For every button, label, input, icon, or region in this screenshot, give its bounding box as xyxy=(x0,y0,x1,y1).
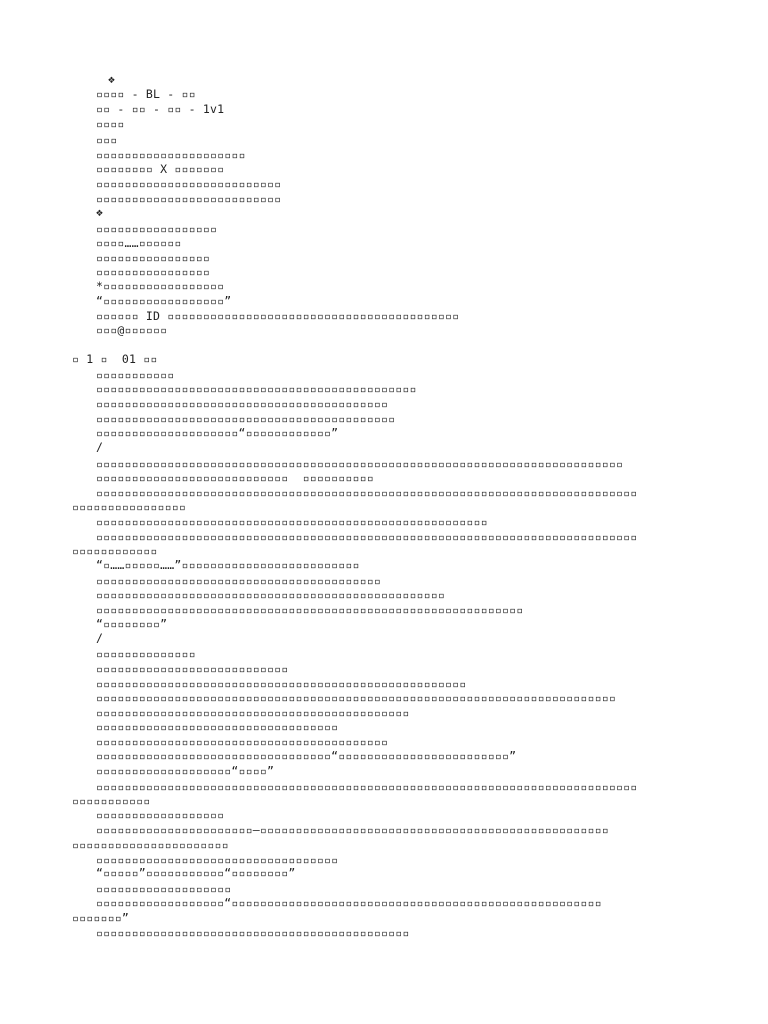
body-line: ▫▫▫▫▫▫▫▫▫▫▫▫▫▫▫▫▫▫▫▫▫▫▫▫▫▫▫▫▫▫▫▫▫▫▫▫▫▫▫▫▫▫ xyxy=(96,412,396,426)
header-line: ▫▫▫▫▫▫▫▫▫▫▫▫▫▫▫▫ xyxy=(96,251,210,265)
header-line: ▫▫▫▫▫▫▫▫▫▫▫▫▫▫▫▫▫ xyxy=(96,222,218,236)
body-line: ▫▫▫▫▫▫▫▫▫▫▫▫▫▫▫▫▫▫▫▫“▫▫▫▫▫▫▫▫▫▫▫▫” xyxy=(96,426,339,440)
body-line: ▫▫▫▫▫▫▫▫▫▫▫▫▫▫▫▫ xyxy=(72,500,186,514)
body-line: ▫▫▫▫▫▫▫▫▫▫▫▫▫▫▫▫▫▫▫▫▫▫▫▫▫▫▫▫▫▫▫▫▫▫▫▫▫▫▫▫▫▫▫▫ xyxy=(96,926,410,940)
body-line: ▫▫▫▫▫▫▫▫▫▫▫▫ xyxy=(72,544,158,558)
body-line: “▫……▫▫▫▫▫……”▫▫▫▫▫▫▫▫▫▫▫▫▫▫▫▫▫▫▫▫▫▫▫▫▫ xyxy=(96,558,360,572)
body-line: / xyxy=(96,440,104,454)
body-line: ▫▫▫▫▫▫▫▫▫▫▫ xyxy=(72,794,151,808)
body-line: ▫▫▫▫▫▫▫▫▫▫▫▫▫▫▫▫▫▫▫▫▫▫▫▫▫▫▫ ▫▫▫▫▫▫▫▫▫▫ xyxy=(96,471,374,485)
body-line: ▫▫▫▫▫▫▫▫▫▫▫▫▫▫▫▫▫▫▫▫▫▫▫▫▫▫▫▫▫▫▫▫▫▫▫▫▫▫▫▫▫ xyxy=(96,735,389,749)
body-line: ▫▫▫▫▫▫▫▫▫▫▫▫▫▫▫▫▫▫▫▫▫▫▫▫▫▫▫ xyxy=(96,662,289,676)
body-line: ▫▫▫▫▫▫▫▫▫▫▫▫▫▫▫▫▫▫▫“▫▫▫▫” xyxy=(96,764,275,778)
body-line: ▫▫▫▫▫▫▫▫▫▫▫▫▫▫▫▫▫▫▫▫▫▫▫▫▫▫▫▫▫▫▫▫▫▫ xyxy=(96,720,339,734)
body-line: ▫▫▫▫▫▫▫▫▫▫▫▫▫▫▫▫▫▫▫▫▫▫▫▫▫▫▫▫▫▫▫▫▫▫ xyxy=(96,853,339,867)
body-line: ▫▫▫▫▫▫▫▫▫▫▫▫▫▫▫▫▫▫▫▫▫▫▫▫▫▫▫▫▫▫▫▫▫▫▫▫▫▫▫▫▫▫▫▫▫▫▫▫▫▫▫▫ xyxy=(96,677,467,691)
body-line: ▫▫▫▫▫▫▫” xyxy=(72,911,129,925)
body-line: ▫▫▫▫▫▫▫▫▫▫▫▫▫▫▫▫▫▫▫▫▫▫▫▫▫▫▫▫▫▫▫▫▫▫▫▫▫▫▫▫▫▫▫▫▫▫▫▫▫▫▫▫▫▫▫▫▫▫▫▫▫▫▫▫▫▫▫▫▫▫▫▫▫▫▫▫ xyxy=(96,530,638,544)
body-line: ▫▫▫▫▫▫▫▫▫▫▫▫▫▫▫▫▫▫▫▫▫▫▫▫▫▫▫▫▫▫▫▫▫▫▫▫▫▫▫▫▫▫▫▫▫▫▫▫▫▫▫▫▫▫▫▫▫▫▫▫▫▫▫▫▫▫▫▫▫▫▫▫▫▫▫▫ xyxy=(96,486,638,500)
body-line: ▫▫▫▫▫▫▫▫▫▫▫▫▫▫▫▫▫▫▫▫▫▫—▫▫▫▫▫▫▫▫▫▫▫▫▫▫▫▫▫▫▫▫▫▫▫▫▫▫▫▫▫▫▫▫▫▫▫▫▫▫▫▫▫▫▫▫▫▫▫▫▫ xyxy=(96,823,609,837)
body-line: ▫▫▫▫▫▫▫▫▫▫▫▫▫▫▫▫▫▫▫▫▫▫▫▫▫▫▫▫▫▫▫▫▫▫▫▫▫▫▫▫▫▫▫▫▫▫▫▫▫▫▫▫▫▫▫▫▫▫▫▫▫▫▫▫▫▫▫▫▫▫▫▫▫▫▫▫ xyxy=(96,780,638,794)
header-line: ▫▫▫ xyxy=(96,133,118,147)
body-line: ▫▫▫▫▫▫▫▫▫▫▫▫▫▫▫▫▫▫“▫▫▫▫▫▫▫▫▫▫▫▫▫▫▫▫▫▫▫▫▫▫▫▫▫▫▫▫▫▫▫▫▫▫▫▫▫▫▫▫▫▫▫▫▫▫▫▫▫▫▫▫ xyxy=(96,896,602,910)
header-line: ▫▫ - ▫▫ - ▫▫ - 1v1 xyxy=(96,102,225,116)
header-line: ▫▫▫@▫▫▫▫▫▫ xyxy=(96,323,168,337)
body-line: ▫▫▫▫▫▫▫▫▫▫▫▫▫▫▫▫▫▫▫▫▫▫▫▫▫▫▫▫▫▫▫▫▫▫▫▫▫▫▫▫▫▫▫▫ xyxy=(96,706,410,720)
header-line: ▫▫▫▫ - BL - ▫▫ xyxy=(96,87,196,101)
body-line: ▫▫▫▫▫▫▫▫▫▫▫▫▫▫▫▫▫▫ xyxy=(96,808,225,822)
body-line: ▫▫▫▫▫▫▫▫▫▫▫▫▫▫▫▫▫▫▫ xyxy=(96,882,232,896)
header-line: *▫▫▫▫▫▫▫▫▫▫▫▫▫▫▫▫▫ xyxy=(96,279,225,293)
header-line: ▫▫▫▫▫▫▫▫ X ▫▫▫▫▫▫▫ xyxy=(96,162,225,176)
body-line: ▫▫▫▫▫▫▫▫▫▫▫▫▫▫▫▫▫▫▫▫▫▫▫▫▫▫▫▫▫▫▫▫▫▫▫▫▫▫▫▫ xyxy=(96,574,381,588)
body-line: ▫▫▫▫▫▫▫▫▫▫▫▫▫▫▫▫▫▫▫▫▫▫▫▫▫▫▫▫▫▫▫▫▫▫▫▫▫▫▫▫▫▫▫▫▫▫▫▫▫▫▫▫▫▫▫▫▫▫▫▫ xyxy=(96,603,524,617)
body-line: ▫▫▫▫▫▫▫▫▫▫▫▫▫▫ xyxy=(96,647,196,661)
header-line: ▫▫▫▫▫▫▫▫▫▫▫▫▫▫▫▫▫▫▫▫▫▫▫▫▫▫ xyxy=(96,177,282,191)
body-line: ▫▫▫▫▫▫▫▫▫▫▫▫▫▫▫▫▫▫▫▫▫▫ xyxy=(72,838,229,852)
body-line: ▫▫▫▫▫▫▫▫▫▫▫▫▫▫▫▫▫▫▫▫▫▫▫▫▫▫▫▫▫▫▫▫▫▫▫▫▫▫▫▫▫▫▫▫▫▫▫▫▫ xyxy=(96,588,446,602)
body-line: “▫▫▫▫▫▫▫▫” xyxy=(96,617,168,631)
header-line: ▫▫▫▫▫▫▫▫▫▫▫▫▫▫▫▫▫▫▫▫▫▫▫▫▫▫ xyxy=(96,192,282,206)
section-heading: ▫ 1 ▫ 01 ▫▫ xyxy=(72,352,158,366)
body-line: ▫▫▫▫▫▫▫▫▫▫▫ xyxy=(96,368,175,382)
header-line: ▫▫▫▫▫▫ ID ▫▫▫▫▫▫▫▫▫▫▫▫▫▫▫▫▫▫▫▫▫▫▫▫▫▫▫▫▫▫▫▫▫▫▫▫▫▫▫▫▫ xyxy=(96,309,460,323)
body-line: ▫▫▫▫▫▫▫▫▫▫▫▫▫▫▫▫▫▫▫▫▫▫▫▫▫▫▫▫▫▫▫▫▫▫▫▫▫▫▫▫▫▫▫▫▫ xyxy=(96,382,417,396)
body-line: ▫▫▫▫▫▫▫▫▫▫▫▫▫▫▫▫▫▫▫▫▫▫▫▫▫▫▫▫▫▫▫▫▫▫▫▫▫▫▫▫▫▫▫▫▫▫▫▫▫▫▫▫▫▫▫ xyxy=(96,515,488,529)
body-line: “▫▫▫▫▫”▫▫▫▫▫▫▫▫▫▫▫“▫▫▫▫▫▫▫▫” xyxy=(96,866,296,880)
ornament-icon: ❖ xyxy=(96,205,104,219)
header-line: ▫▫▫▫……▫▫▫▫▫▫ xyxy=(96,236,182,250)
body-line: ▫▫▫▫▫▫▫▫▫▫▫▫▫▫▫▫▫▫▫▫▫▫▫▫▫▫▫▫▫▫▫▫▫“▫▫▫▫▫▫▫▫▫▫▫▫▫▫▫▫▫▫▫▫▫▫▫▫” xyxy=(96,749,517,763)
logo-icon: ❖ xyxy=(108,72,116,86)
body-line: ▫▫▫▫▫▫▫▫▫▫▫▫▫▫▫▫▫▫▫▫▫▫▫▫▫▫▫▫▫▫▫▫▫▫▫▫▫▫▫▫▫ xyxy=(96,397,389,411)
header-line: “▫▫▫▫▫▫▫▫▫▫▫▫▫▫▫▫▫” xyxy=(96,294,232,308)
header-line: ▫▫▫▫ xyxy=(96,117,125,131)
body-line: ▫▫▫▫▫▫▫▫▫▫▫▫▫▫▫▫▫▫▫▫▫▫▫▫▫▫▫▫▫▫▫▫▫▫▫▫▫▫▫▫▫▫▫▫▫▫▫▫▫▫▫▫▫▫▫▫▫▫▫▫▫▫▫▫▫▫▫▫▫▫▫▫▫ xyxy=(96,691,617,705)
header-line: ▫▫▫▫▫▫▫▫▫▫▫▫▫▫▫▫ xyxy=(96,265,210,279)
body-line: / xyxy=(96,631,104,645)
body-line: ▫▫▫▫▫▫▫▫▫▫▫▫▫▫▫▫▫▫▫▫▫▫▫▫▫▫▫▫▫▫▫▫▫▫▫▫▫▫▫▫▫▫▫▫▫▫▫▫▫▫▫▫▫▫▫▫▫▫▫▫▫▫▫▫▫▫▫▫▫▫▫▫▫▫ xyxy=(96,457,624,471)
header-line: ▫▫▫▫▫▫▫▫▫▫▫▫▫▫▫▫▫▫▫▫▫ xyxy=(96,148,246,162)
